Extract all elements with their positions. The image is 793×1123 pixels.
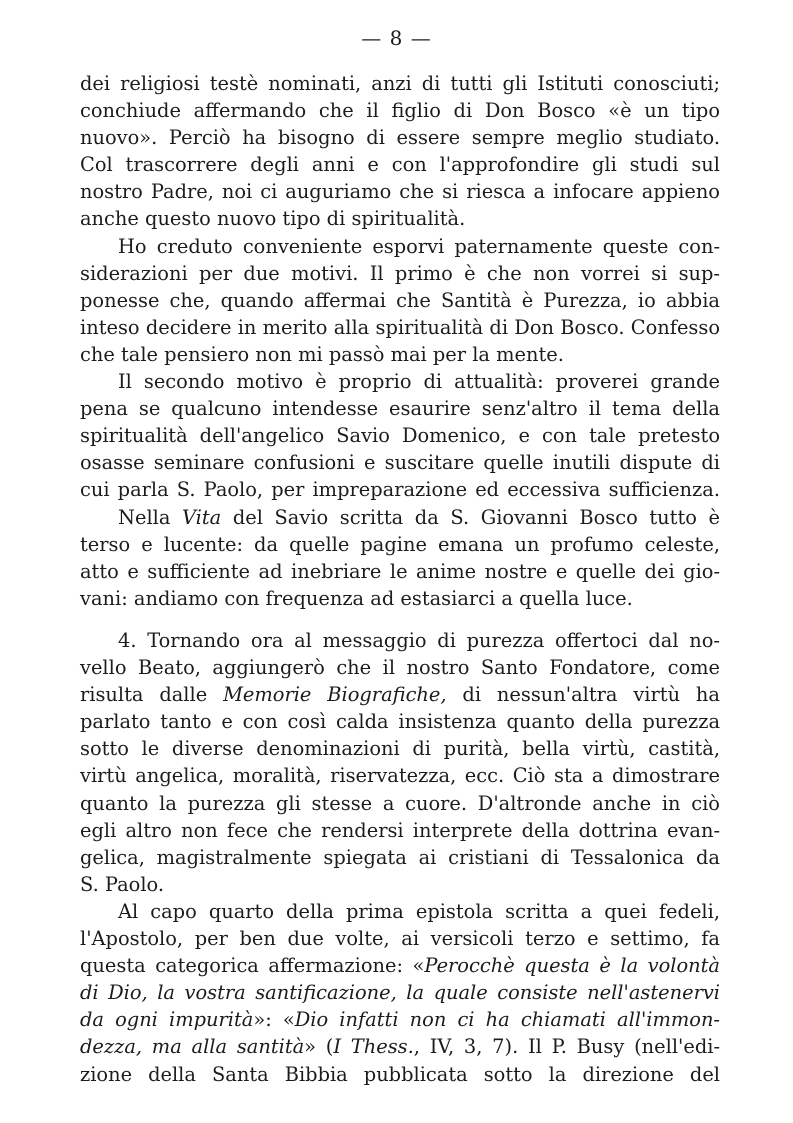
italic-text: dezza, ma alla santità <box>80 1035 305 1059</box>
text-segment: risulta dalle <box>80 683 224 707</box>
text-segment: , IV, 3, 7). Il P. Busy (nell'edi- <box>413 1035 720 1059</box>
text-line: Il secondo motivo è proprio di attualità: proverei grande <box>118 370 720 394</box>
text-line: gelica, magistralmente spiegata ai cristiani di Tessalonica da <box>80 845 720 869</box>
text-line: S. Paolo. <box>80 872 165 896</box>
text-line: che tale pensiero non mi passò mai per la mente. <box>80 342 564 366</box>
text-line: zione della Santa Bibbia pubblicata sotto la direzione del <box>80 1062 720 1086</box>
text-line: egli altro non fece che rendersi interprete della dottrina evan- <box>80 818 720 842</box>
text-line <box>80 979 720 1006</box>
text-line: terso e lucente: da quelle pagine emana un profumo celeste, <box>80 532 720 556</box>
text-line: spiritualità dell'angelico Savio Domenico, e con tale pretesto <box>80 424 720 448</box>
italic-text: Memorie Biografiche, <box>223 683 447 707</box>
italic-text: I Thess. <box>333 1035 414 1059</box>
text-segment: » ( <box>304 1035 334 1059</box>
text-line: vello Beato, aggiungerò che il nostro Santo Fondatore, come <box>80 656 720 680</box>
text-line: anche questo nuovo tipo di spiritualità. <box>80 207 466 231</box>
text-line: conchiude affermando che il figlio di Don Bosco «è un tipo <box>80 99 720 123</box>
text-line: nuovo». Perciò ha bisogno di essere sempre meglio studiato. <box>80 126 720 150</box>
text-line: sotto le diverse denominazioni di purità, bella virtù, castità, <box>80 737 720 761</box>
text-line: cui parla S. Paolo, per impreparazione ed eccessiva sufficienza. <box>80 478 720 502</box>
italic-text: Dio infatti non ci ha chiamati all'immon- <box>294 1008 720 1032</box>
text-line: Ho creduto conveniente esporvi paternamente queste con- <box>118 234 720 258</box>
page-number: — 8 — <box>361 26 432 50</box>
text-block-first <box>80 70 720 612</box>
text-line: osasse seminare confusioni e suscitare quelle inutili dispute di <box>80 451 720 475</box>
text-line: inteso decidere in merito alla spiritualità di Don Bosco. Confesso <box>80 315 720 339</box>
text-segment: di nessun'altra virtù ha <box>446 683 720 707</box>
text-block-second <box>80 627 720 1088</box>
text-line <box>80 681 720 708</box>
text-segment: del Savio scritta da S. Giovanni Bosco tutto è <box>221 505 720 529</box>
text-line: Al capo quarto della prima epistola scritta a quei fedeli, <box>118 899 720 923</box>
italic-text: Vita <box>182 505 222 529</box>
text-line: quanto la purezza gli stesse a cuore. D'altronde anche in ciò <box>80 791 720 815</box>
text-line: parlato tanto e con così calda insistenza quanto della purezza <box>80 710 720 734</box>
text-line: l'Apostolo, per ben due volte, ai versicoli terzo e settimo, fa <box>80 927 720 951</box>
text-line: pena se qualcuno intendesse esaurire senz'altro il tema della <box>80 397 720 421</box>
text-line: virtù angelica, moralità, riservatezza, ecc. Ciò sta a dimostrare <box>80 764 720 788</box>
text-line: Col trascorrere degli anni e con l'approfondire gli studi sul <box>80 153 720 177</box>
text-line: ponesse che, quando affermai che Santità è Purezza, io abbia <box>80 288 720 312</box>
text-line: nostro Padre, noi ci auguriamo che si riesca a infocare appieno <box>80 180 720 204</box>
text-line: siderazioni per due motivi. Il primo è che non vorrei si sup- <box>80 261 720 285</box>
italic-text: da ogni impurità <box>80 1008 254 1032</box>
italic-text: Perocchè questa è la volontà <box>424 954 720 978</box>
text-segment: questa categorica affermazione: « <box>80 954 425 978</box>
text-line <box>80 504 720 531</box>
text-line <box>80 1006 720 1033</box>
text-line: vani: andiamo con frequenza ad estasiarci a quella luce. <box>80 586 633 610</box>
text-line: dei religiosi testè nominati, anzi di tutti gli Istituti conosciuti; <box>80 72 720 95</box>
text-segment: Nella <box>118 505 183 529</box>
text-line: atto e sufficiente ad inebriare le anime nostre e quelle dei gio- <box>80 559 720 583</box>
text-line: 4. Tornando ora al messaggio di purezza offertoci dal no- <box>118 629 720 652</box>
text-segment: »: « <box>253 1008 295 1032</box>
text-line <box>80 952 720 979</box>
text-line <box>80 1033 720 1060</box>
italic-text: di Dio, la vostra santificazione, la quale consiste nell'astenervi <box>80 981 720 1005</box>
